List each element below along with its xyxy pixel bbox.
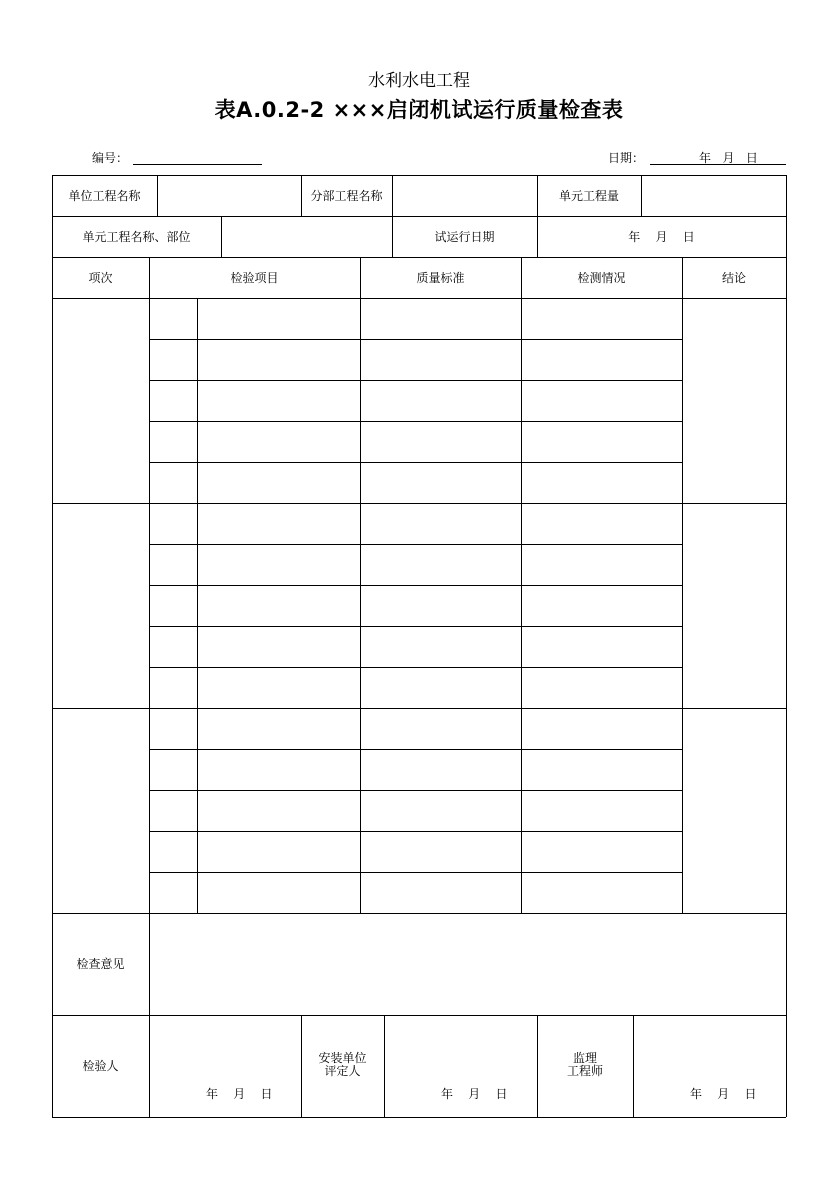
installer-date: 年 月 日	[441, 1087, 508, 1101]
unit-work-name-location-label: 单元工程名称、部位	[82, 229, 191, 244]
supervisor-label-line2: 工程师	[566, 1064, 603, 1078]
unit-project-name-field[interactable]	[158, 176, 301, 216]
date-ymd: 年 月 日	[699, 151, 758, 165]
group-3-item-cell[interactable]	[53, 709, 149, 913]
installer-label	[301, 1052, 384, 1078]
date-label: 日期：	[608, 151, 645, 165]
inspector-label: 检验人	[82, 1059, 119, 1073]
installer-label-line1: 安装单位	[318, 1051, 367, 1065]
number-field[interactable]	[133, 150, 262, 165]
col-conclusion: 结论	[721, 270, 746, 285]
sub-project-name-field[interactable]	[393, 176, 537, 216]
col-item-no: 项次	[88, 270, 113, 285]
installer-label-line2: 评定人	[324, 1064, 361, 1078]
unit-work-quantity-label: 单元工程量	[558, 188, 619, 203]
unit-project-name-label: 单位工程名称	[68, 188, 141, 203]
inspector-date: 年 月 日	[206, 1087, 273, 1101]
group-1-conclusion-cell[interactable]	[683, 299, 786, 503]
unit-work-quantity-field[interactable]	[642, 176, 786, 216]
form-title: 表A.0.2-2 ×××启闭机试运行质量检查表	[214, 98, 624, 122]
group-1-item-cell[interactable]	[53, 299, 149, 503]
unit-work-name-location-field[interactable]	[222, 217, 392, 257]
supervisor-label-line1: 监理	[572, 1051, 597, 1065]
group-2-item-cell[interactable]	[53, 504, 149, 708]
group-3-conclusion-cell[interactable]	[683, 709, 786, 913]
col-inspection-item: 检验项目	[230, 270, 279, 285]
form-subtitle: 水利水电工程	[368, 71, 470, 91]
number-label: 编号：	[92, 151, 129, 165]
inspection-opinion-label: 检查意见	[76, 957, 125, 971]
col-quality-standard: 质量标准	[416, 270, 465, 285]
supervisor-date: 年 月 日	[690, 1087, 757, 1101]
supervisor-label	[537, 1052, 633, 1078]
inspection-opinion-field[interactable]	[150, 914, 786, 1015]
col-inspection-result: 检测情况	[577, 270, 626, 285]
group-2-conclusion-cell[interactable]	[683, 504, 786, 708]
trial-run-date-label: 试运行日期	[434, 229, 495, 244]
sub-project-name-label: 分部工程名称	[310, 188, 383, 203]
trial-run-date-field[interactable]: 年 月 日	[628, 229, 695, 244]
